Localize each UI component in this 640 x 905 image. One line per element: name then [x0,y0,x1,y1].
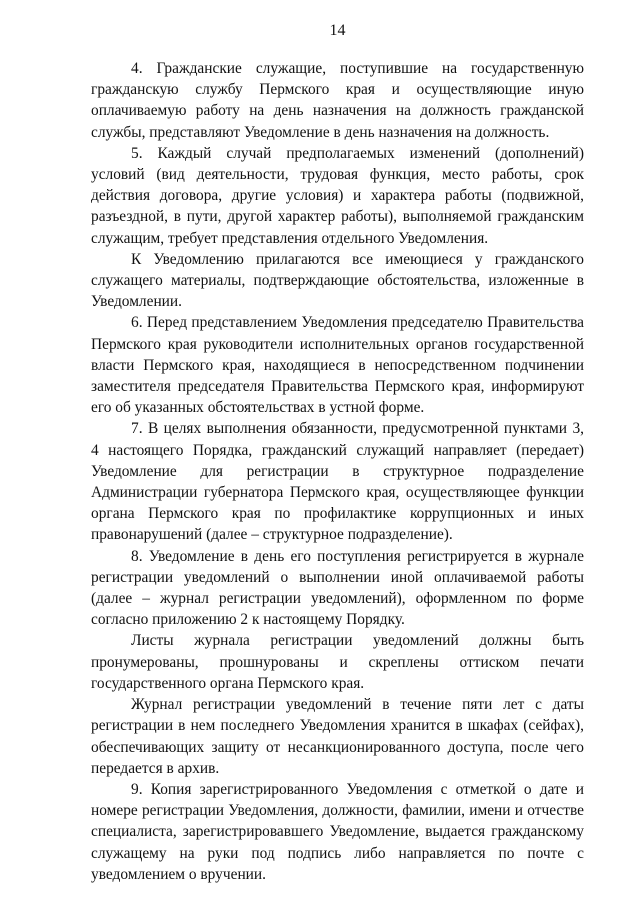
paragraph-4: 4. Гражданские служащие, поступившие на государственную гражданскую службу Пермского края и осуществляющие иную оплачиваемую работу на день назначения на должность гражданской службы, представляют Уведомление в день назначения на должность. [91,60,584,141]
paragraph-8: 8. Уведомление в день его поступления регистрируется в журнале регистрации уведомлений о выполнении иной оплачиваемой работы (далее – журнал регистрации уведомлений), оформленном по форме согласно приложению 2 к настоящему Порядку. [91,547,584,629]
document-body [91,58,584,885]
paragraph-6: 6. Перед представлением Уведомления председателю Правительства Пермского края руководители исполнительных органов государственной власти Пермского края, находящиеся в непосредственном подчинении заместителя председателя Правительства Пермского края, информируют его об указанных обстоятельствах в устной форме. [91,314,584,417]
paragraph-8-sheets: Листы журнала регистрации уведомлений должны быть пронумерованы, прошнурованы и скреплены оттиском печати государственного органа Пермского края. [91,632,584,692]
paragraph-7: 7. В целях выполнения обязанности, предусмотренной пунктами 3, 4 настоящего Порядка, гражданский служащий направляет (передает) Уведомление для регистрации в структурное подразделение Администрации губернатора Пермского края, осуществляющее функции органа Пермского края по профилактике коррупционных и иных правонарушений (далее – структурное подразделение). [91,420,584,544]
paragraph-8-storage: Журнал регистрации уведомлений в течение пяти лет с даты регистрации в нем последнего Уведомления хранится в шкафах (сейфах), обеспечивающих защиту от несанкционированного доступа, после чего передается в архив. [91,696,584,777]
document-page [91,0,584,905]
paragraph-9: 9. Копия зарегистрированного Уведомления с отметкой о дате и номере регистрации Уведомления, должности, фамилии, имени и отчестве специалиста, зарегистрировавшего Уведомление, выдается гражданскому служащему на руки под подпись либо направляется по почте с уведомлением о вручении. [91,780,584,883]
paragraph-5: 5. Каждый случай предполагаемых изменений (дополнений) условий (вид деятельности, трудовая функция, место работы, срок действия договора, другие условия) и характера работы (подвижной, разъездной, в пути, другой характер работы), выполняемой гражданским служащим, требует представления отдельного Уведомления. [91,144,584,247]
paragraph-5-attachments: К Уведомлению прилагаются все имеющиеся у гражданского служащего материалы, подтверждающие обстоятельства, изложенные в Уведомлении. [91,250,584,311]
page-number: 14 [329,22,346,39]
